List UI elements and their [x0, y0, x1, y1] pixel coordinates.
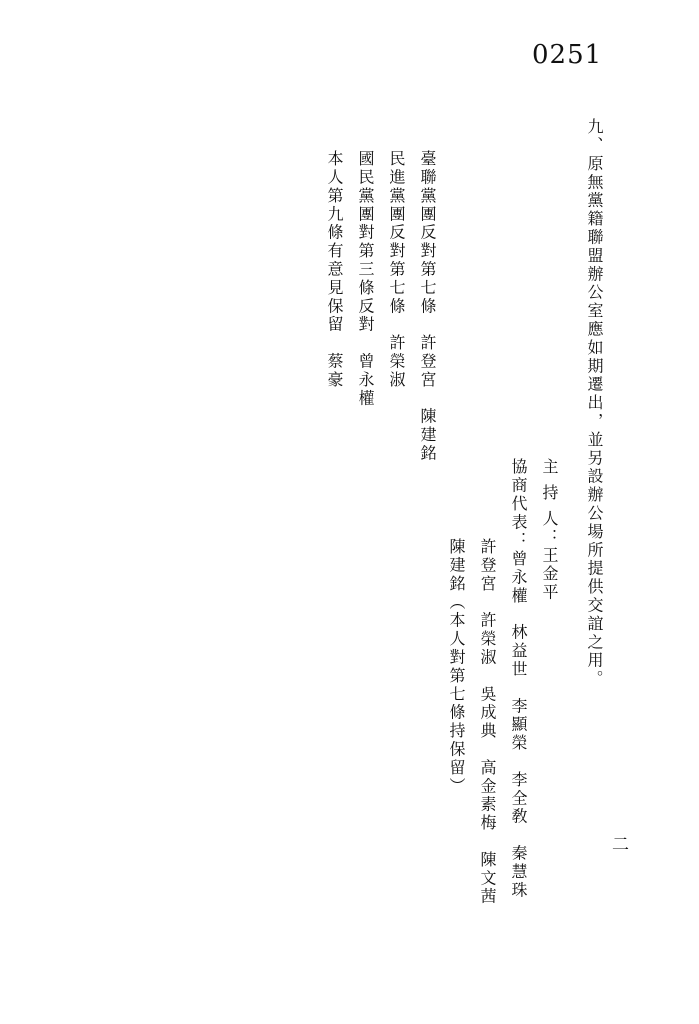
objection-tsu: 臺聯黨團反對第七條 許登宮 陳建銘: [418, 150, 437, 463]
side-mark: 二: [612, 835, 629, 855]
objection-self: 本人第九條有意見保留 蔡豪: [325, 150, 344, 390]
representatives-line-1: 協商代表：曾永權 林益世 李顯榮 李全敎 秦慧珠: [509, 458, 528, 900]
representatives-line-3: 陳建銘（本人對第七條持保留）: [447, 538, 466, 796]
page-number: 0251: [532, 40, 603, 70]
chair-line: 主 持 人：王金平: [540, 458, 559, 602]
item-9-text: 九、原無黨籍聯盟辦公室應如期遷出，並另設辦公場所提供交誼之用。: [585, 118, 604, 689]
objection-dpp: 民進黨團反對第七條 許榮淑: [387, 150, 406, 390]
representatives-line-2: 許登宮 許榮淑 吳成典 高金素梅 陳文茜: [478, 538, 497, 906]
objection-kmt: 國民黨團對第三條反對 曾永權: [356, 150, 375, 408]
